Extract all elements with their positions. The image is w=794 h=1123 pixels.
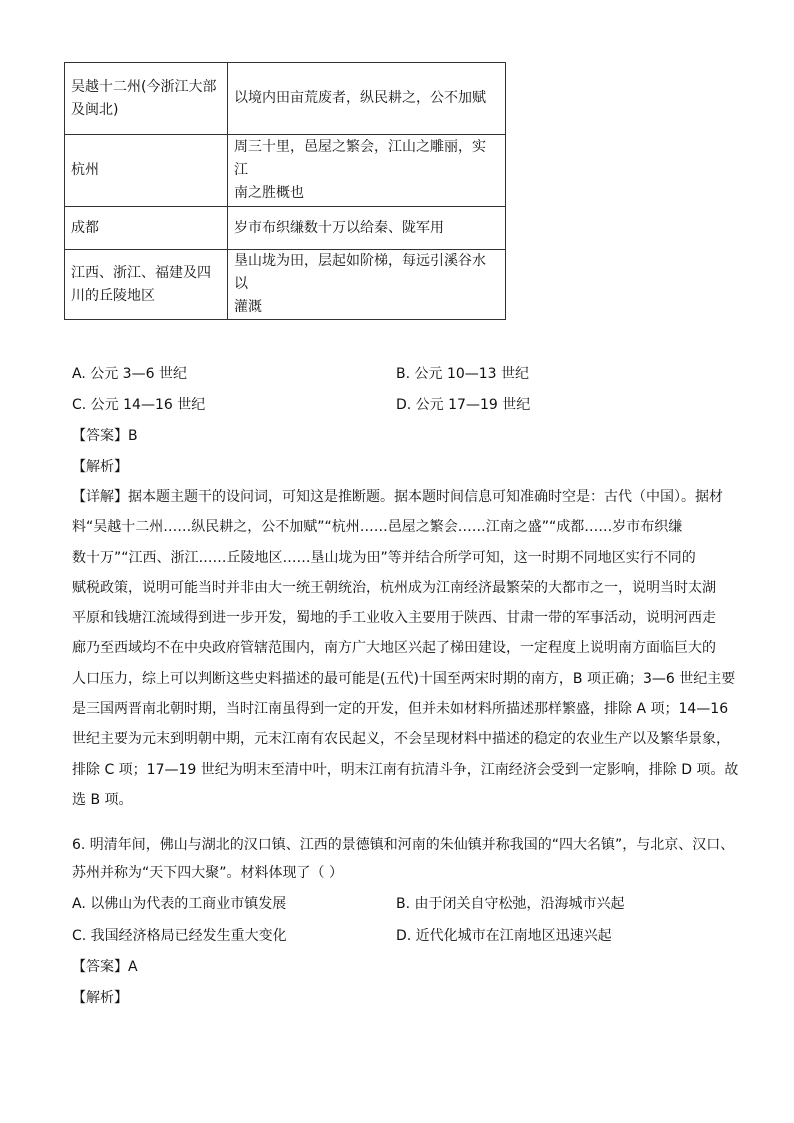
detail-line: 人口压力，综上可以判断这些史料描述的最可能是(五代)十国至两宋时期的南方，B 项正确；3—6 世纪主要 xyxy=(72,670,736,687)
table-row xyxy=(65,63,506,135)
table-row xyxy=(65,250,506,320)
cell-line: 灌溉 xyxy=(234,299,262,315)
detail-line: 世纪主要为元末到明朝中期，元末江南有农民起义，不会呈现材料中描述的稳定的农业生产以及繁华景象， xyxy=(72,731,730,748)
q6-answer: 【答案】A xyxy=(72,959,138,975)
table-cell-record xyxy=(228,207,506,250)
cell-line: 南之胜概也 xyxy=(234,185,304,201)
table-cell-record xyxy=(228,135,506,207)
detail-line: 廊乃至西域均不在中央政府管辖范围内，南方广大地区兴起了梯田建设，一定程度上说明南方面临巨大的 xyxy=(72,640,716,657)
detail-line: 数十万”“江西、浙江……丘陵地区……垦山垅为田”等并结合所学可知，这一时期不同地区实行不同的 xyxy=(72,549,696,566)
table-cell-region xyxy=(65,250,228,320)
q5-answer: 【答案】B xyxy=(72,428,138,444)
q5-option-a: A. 公元 3—6 世纪 xyxy=(72,366,187,382)
detail-line: 排除 C 项；17—19 世纪为明末至清中叶，明末江南有抗清斗争，江南经济会受到一定影响，排除 D 项。故 xyxy=(72,761,739,778)
q6-stem-line: 苏州并称为“天下四大聚”。材料体现了（ ） xyxy=(72,865,343,881)
table-row xyxy=(65,207,506,250)
detail-line: 是三国两晋南北朝时期，当时江南虽得到一定的开发，但并未如材料所描述那样繁盛，排除 A 项；14—16 xyxy=(72,701,729,718)
cell-line: 垦山垅为田，层起如阶梯，每远引溪谷水以 xyxy=(234,253,486,292)
cell-line: 及闽北) xyxy=(71,101,119,118)
q6-option-d: D. 近代化城市在江南地区迅速兴起 xyxy=(396,928,612,944)
detail-line: 赋税政策，说明可能当时并非由大一统王朝统治，杭州成为江南经济最繁荣的大都市之一，说明当时太湖 xyxy=(72,579,716,596)
cell-line: 吴越十二州(今浙江大部 xyxy=(71,78,217,95)
detail-line: 平原和钱塘江流域得到进一步开发，蜀地的手工业收入主要用于陕西、甘肃一带的军事活动，说明河西走 xyxy=(72,610,716,627)
q5-analysis-heading: 【解析】 xyxy=(72,459,128,475)
q6-option-c: C. 我国经济格局已经发生重大变化 xyxy=(72,928,287,944)
detail-line: 选 B 项。 xyxy=(72,791,133,808)
table-cell-record xyxy=(228,63,506,135)
q6-analysis-heading: 【解析】 xyxy=(72,990,128,1006)
q5-option-d: D. 公元 17—19 世纪 xyxy=(396,397,531,413)
cell-line: 周三十里，邑屋之繁会，江山之雕丽，实江 xyxy=(234,139,486,178)
table-cell-region xyxy=(65,63,228,135)
source-table xyxy=(64,62,506,320)
cell-line: 杭州 xyxy=(71,162,99,178)
cell-line: 岁市布织缣数十万以给秦、陇军用 xyxy=(234,219,444,236)
detail-line: 【详解】据本题主题干的设问词，可知这是推断题。据本题时间信息可知准确时空是：古代（中国）。据材 xyxy=(72,489,723,505)
q6-stem-line: 6. 明清年间，佛山与湖北的汉口镇、江西的景德镇和河南的朱仙镇并称我国的“四大名镇”，与北京、汉口、 xyxy=(72,837,735,853)
q5-option-b: B. 公元 10—13 世纪 xyxy=(396,366,530,382)
detail-line: 料“吴越十二州……纵民耕之，公不加赋”“杭州……邑屋之繁会……江南之盛”“成都……岁市布织缣 xyxy=(72,519,683,536)
q6-option-b: B. 由于闭关自守松弛，沿海城市兴起 xyxy=(396,896,625,912)
table-row xyxy=(65,135,506,207)
q6-option-a: A. 以佛山为代表的工商业市镇发展 xyxy=(72,896,287,912)
cell-line: 江西、浙江、福建及四 xyxy=(71,264,211,281)
cell-line: 成都 xyxy=(71,219,99,236)
table-cell-region xyxy=(65,135,228,207)
table-cell-region xyxy=(65,207,228,250)
cell-line: 川的丘陵地区 xyxy=(71,287,155,304)
cell-line: 以境内田亩荒废者，纵民耕之，公不加赋 xyxy=(234,90,486,106)
table-cell-record xyxy=(228,250,506,320)
q5-detail-paragraph xyxy=(72,482,739,815)
q5-option-c: C. 公元 14—16 世纪 xyxy=(72,397,206,413)
